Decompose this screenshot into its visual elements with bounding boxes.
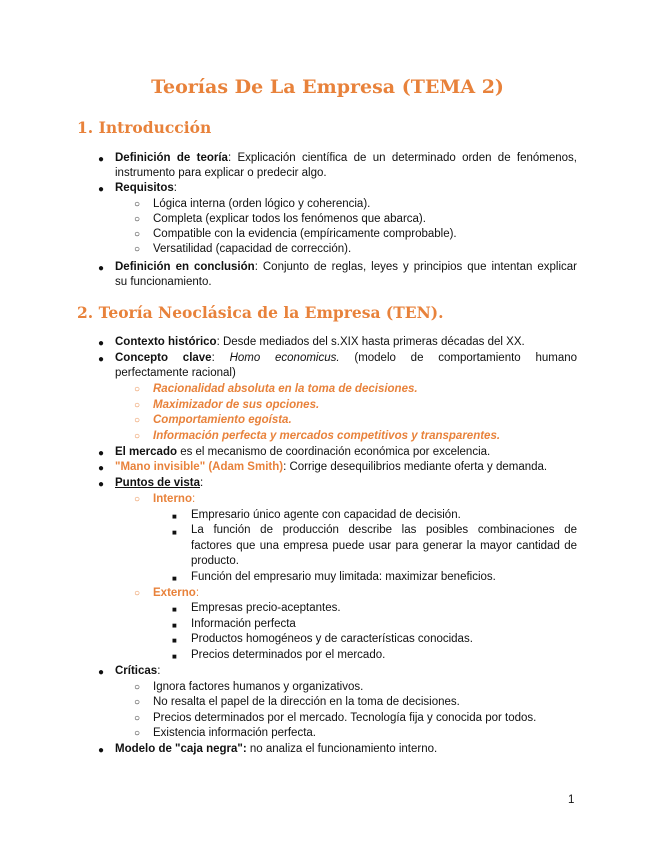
square-bullet-icon: ■: [172, 574, 177, 583]
bullet-icon: ●: [98, 338, 105, 349]
externo-item: Empresas precio-aceptantes.: [191, 602, 341, 614]
circle-bullet-icon: ○: [134, 682, 141, 693]
square-bullet-icon: ■: [172, 512, 177, 521]
modelo-caja-negra: Modelo de "caja negra": no analiza el funcionamiento interno.: [115, 743, 438, 755]
criticas-label: Críticas:: [115, 665, 161, 677]
bullet-icon: ●: [98, 354, 105, 365]
critica-item: Existencia información perfecta.: [153, 727, 316, 739]
circle-bullet-icon: ○: [134, 713, 141, 724]
circle-bullet-icon: ○: [134, 588, 141, 599]
definicion-conclusion-line-1: Definición en conclusión: Conjunto de reglas, leyes y principios que intentan explicar: [115, 261, 577, 273]
homo-item: Comportamiento egoísta.: [153, 414, 292, 426]
circle-bullet-icon: ○: [134, 214, 141, 225]
section-heading-ten: 2. Teoría Neoclásica de la Empresa (TEN).: [77, 303, 444, 322]
bullet-icon: ●: [98, 745, 105, 756]
requisito-item: Compatible con la evidencia (empíricamente comprobable).: [153, 228, 457, 240]
interno-item: Función del empresario muy limitada: maximizar beneficios.: [191, 571, 496, 583]
externo-item: Información perfecta: [191, 618, 296, 630]
square-bullet-icon: ■: [172, 528, 177, 537]
definicion-teoria-line-2: instrumento para explicar o predecir algo.: [115, 167, 327, 179]
circle-bullet-icon: ○: [134, 494, 141, 505]
circle-bullet-icon: ○: [134, 244, 141, 255]
externo-item: Productos homogéneos y de características conocidas.: [191, 633, 473, 645]
externo-item: Precios determinados por el mercado.: [191, 649, 386, 661]
critica-item: Ignora factores humanos y organizativos.: [153, 681, 364, 693]
externo-label: Externo:: [153, 587, 200, 599]
circle-bullet-icon: ○: [134, 728, 141, 739]
requisito-item: Completa (explicar todos los fenómenos que abarca).: [153, 213, 426, 225]
homo-item: Racionalidad absoluta en la toma de decisiones.: [153, 383, 418, 395]
interno-item: La función de producción describe las posibles combinaciones de: [191, 524, 577, 536]
puntos-de-vista: Puntos de vista:: [115, 477, 204, 489]
interno-item: Empresario único agente con capacidad de decisión.: [191, 509, 461, 521]
circle-bullet-icon: ○: [134, 415, 141, 426]
contexto-historico: Contexto histórico: Desde mediados del s.XIX hasta primeras décadas del XX.: [115, 336, 525, 348]
circle-bullet-icon: ○: [134, 384, 141, 395]
circle-bullet-icon: ○: [134, 229, 141, 240]
page-title: Teorías De La Empresa (TEMA 2): [151, 76, 504, 98]
requisito-item: Versatilidad (capacidad de corrección).: [153, 243, 352, 255]
concepto-clave-line-1: Concepto clave: Homo economicus. (modelo de comportamiento humano: [115, 352, 578, 364]
circle-bullet-icon: ○: [134, 697, 141, 708]
bullet-icon: ●: [98, 463, 105, 474]
bullet-icon: ●: [98, 479, 105, 490]
mano-invisible: "Mano invisible" (Adam Smith): Corrige desequilibrios mediante oferta y demanda.: [115, 461, 548, 473]
bullet-icon: ●: [98, 263, 105, 274]
page-number: 1: [568, 794, 575, 806]
definicion-conclusion-line-2: su funcionamiento.: [115, 276, 212, 288]
homo-item: Información perfecta y mercados competitivos y transparentes.: [153, 430, 501, 442]
circle-bullet-icon: ○: [134, 400, 141, 411]
requisitos-label: Requisitos:: [115, 182, 177, 194]
definicion-teoria-line-1: Definición de teoría: Explicación científica de un determinado orden de fenómenos,: [115, 152, 577, 164]
square-bullet-icon: ■: [172, 652, 177, 661]
el-mercado: El mercado es el mecanismo de coordinación económica por excelencia.: [115, 446, 491, 458]
concepto-clave-line-2: perfectamente racional): [115, 367, 236, 379]
bullet-icon: ●: [98, 448, 105, 459]
section-heading-introduccion: 1. Introducción: [77, 118, 212, 137]
interno-item-continued: factores que una empresa puede usar para generar la mayor cantidad de: [191, 540, 577, 552]
interno-label: Interno:: [153, 493, 196, 505]
interno-item-continued: producto.: [191, 555, 239, 567]
circle-bullet-icon: ○: [134, 199, 141, 210]
critica-item: No resalta el papel de la dirección en la toma de decisiones.: [153, 696, 460, 708]
critica-item: Precios determinados por el mercado. Tecnología fija y conocida por todos.: [153, 712, 537, 724]
square-bullet-icon: ■: [172, 636, 177, 645]
square-bullet-icon: ■: [172, 605, 177, 614]
square-bullet-icon: ■: [172, 621, 177, 630]
requisito-item: Lógica interna (orden lógico y coherencia).: [153, 198, 371, 210]
homo-item: Maximizador de sus opciones.: [153, 399, 320, 411]
bullet-icon: ●: [98, 184, 105, 195]
bullet-icon: ●: [98, 154, 105, 165]
circle-bullet-icon: ○: [134, 431, 141, 442]
bullet-icon: ●: [98, 667, 105, 678]
